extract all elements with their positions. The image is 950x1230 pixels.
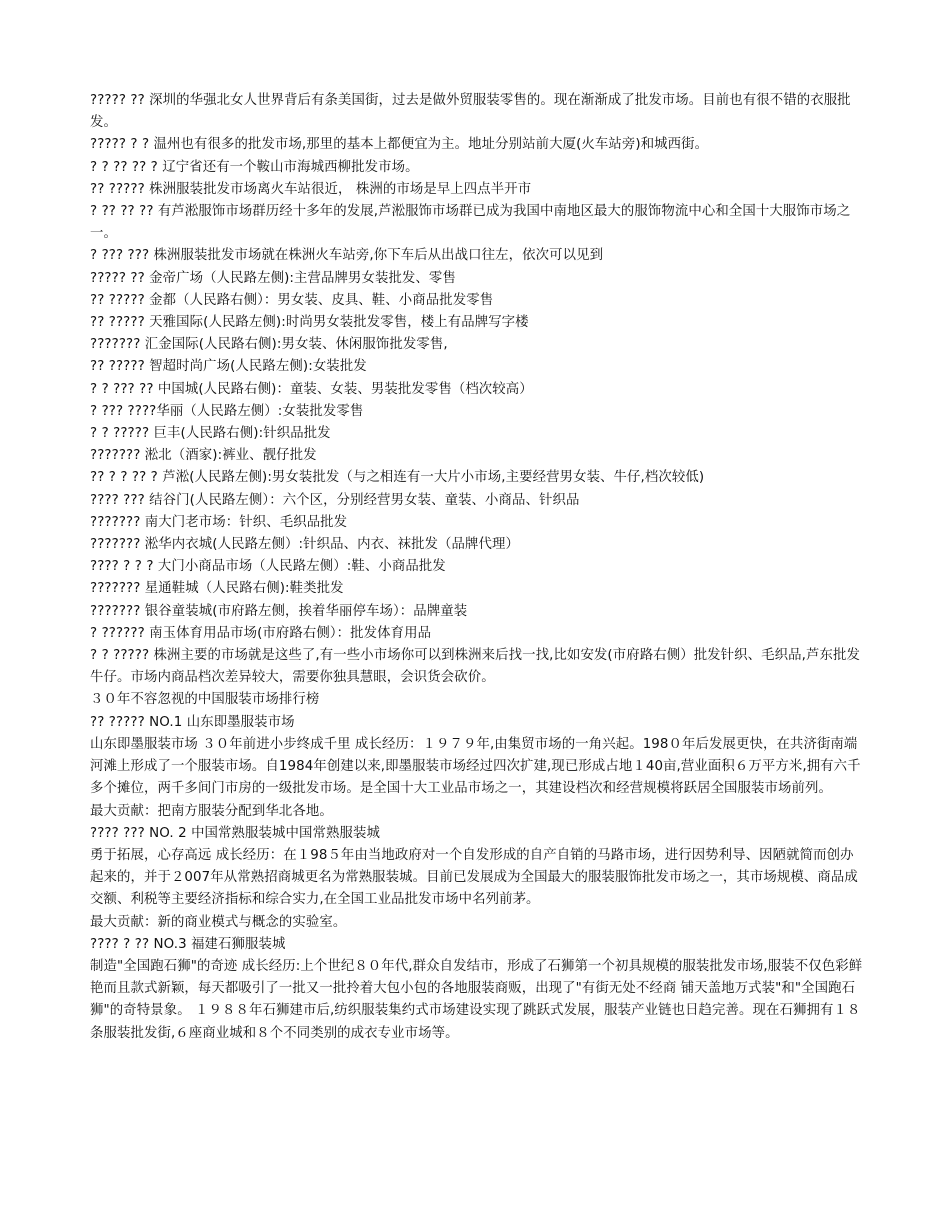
list-item-zhichao: ?? ????? 智超时尚广场(人民路左侧):女装批发 xyxy=(90,359,367,375)
heading-no2: ???? ??? NO. 2 中国常熟服装城中国常熟服装城 xyxy=(90,825,380,841)
list-item-zhongguocheng: ? ? ??? ?? 中国城(人民路右侧)：童装、女装、男装批发零售（档次较高） xyxy=(90,381,533,397)
list-item-tianya: ?? ????? 天雅国际(人民路左侧):时尚男女装批发零售，楼上有品牌写字楼 xyxy=(90,315,529,331)
list-item-jufeng: ? ? ????? 巨丰(人民路右侧):针织品批发 xyxy=(90,426,331,442)
list-item-nanyu: ? ?????? 南玉体育用品市场(市府路右侧）：批发体育用品 xyxy=(90,625,432,641)
section-heading-ranking: ３０年不容忽视的中国服装市场排行榜 xyxy=(90,692,320,708)
paragraph-zhuzhou-station: ? ??? ??? 株洲服装批发市场就在株洲火车站旁,你下车后从出战口往左，依次可以见到 xyxy=(90,248,604,264)
list-item-jindi: ????? ?? 金帝广场（人民路左侧):主营品牌男女装批发、零售 xyxy=(90,270,456,286)
paragraph-jimo-contribution: 最大贡献：把南方服装分配到华北各地。 xyxy=(90,803,333,819)
paragraph-huaqiangbei: ????? ?? 深圳的华强北女人世界背后有条美国街，过去是做外贸服装零售的。现在渐渐成了批发市场。目前也有很不错的衣服批发。 xyxy=(90,93,851,131)
paragraph-changshu-contribution: 最大贡献：新的商业模式与概念的实验室。 xyxy=(90,914,347,930)
list-item-xingtong: ??????? 星通鞋城（人民路右侧):鞋类批发 xyxy=(90,581,344,597)
list-item-songhua: ??????? 淞华内衣城(人民路左侧）:针织品、内衣、袜批发（品牌代理） xyxy=(90,537,519,553)
list-item-lusong: ?? ? ? ?? ? 芦淞(人民路左侧):男女装批发（与之相连有一大片小市场,主要经营男女装、牛仔,档次较低) xyxy=(90,470,705,486)
paragraph-wenzhou: ????? ? ? 温州也有很多的批发市场,那里的基本上都便宜为主。地址分别站前大厦(火车站旁)和城西街。 xyxy=(90,137,709,153)
paragraph-jimo: 山东即墨服装市场 ３０年前进小步终成千里 成长经历：１９７９年,由集贸市场的一角兴起。198０年后发展更快，在共济街南端河滩上形成了一个服装市场。自1984年创建以来,即墨服装市场经过四次扩建,现已形成占地１40亩,营业面积６万平方米,拥有六千多个摊位，两千多间门市房的一级批发市场。是全国十大工业品市场之一，其建设档次和经营规模将跃居全国服装市场前列。 xyxy=(90,736,861,797)
heading-no3: ???? ? ?? NO.3 福建石狮服装城 xyxy=(90,936,286,952)
paragraph-liaoning: ? ? ?? ?? ? 辽宁省还有一个鞍山市海城西柳批发市场。 xyxy=(90,159,419,175)
list-item-damen-small: ???? ? ? ? 大门小商品市场（人民路左侧）:鞋、小商品批发 xyxy=(90,559,446,575)
paragraph-lusong-group: ? ?? ?? ?? 有芦淞服饰市场群历经十多年的发展,芦淞服饰市场群已成为我国中南地区最大的服饰物流中心和全国十大服饰市场之一。 xyxy=(90,204,851,242)
paragraph-zhuzhou-intro: ?? ????? 株洲服装批发市场离火车站很近， 株洲的市场是早上四点半开市 xyxy=(90,181,532,197)
list-item-huijin: ??????? 汇金国际(人民路右侧):男女装、休闲服饰批发零售, xyxy=(90,337,448,353)
list-item-yingu: ??????? 银谷童装城(市府路左侧，挨着华丽停车场）：品牌童装 xyxy=(90,603,468,619)
paragraph-shishi: 制造"全国跑石狮"的奇迹 成长经历:上个世纪８０年代,群众自发结市，形成了石狮第一个初具规模的服装批发市场,服装不仅色彩鲜艳而且款式新颖，每天都吸引了一批又一批拎着大包小包的各地服装商贩，出现了"有街无处不经商 铺天盖地万式装"和"全国跑石狮"的奇特景象。 １９８８年石狮建市后,纺织服装集约式市场建设实现了跳跃式发展，服装产业链也日趋完善。现在石狮拥有１８条服装批发街,６座商业城和８个不同类别的成衣专业市场等。 xyxy=(90,958,863,1041)
list-item-songbei: ??????? 淞北（酒家):裤业、靓仔批发 xyxy=(90,448,317,464)
document-body xyxy=(90,90,865,1045)
heading-no1: ?? ????? NO.1 山东即墨服装市场 xyxy=(90,714,295,730)
list-item-nandamen: ??????? 南大门老市场：针织、毛织品批发 xyxy=(90,514,348,530)
paragraph-changshu: 勇于拓展，心存高远 成长经历：在１98５年由当地政府对一个自发形成的自产自销的马路市场，进行因势利导、因陋就简而创办起来的，并于２007年从常熟招商城更名为常熟服装城。目前已发展成为全国最大的服装服饰批发市场之一，其市场规模、商品成交额、利税等主要经济指标和综合实力,在全国工业品批发市场中名列前茅。 xyxy=(90,847,858,908)
list-item-jiegumen: ???? ??? 结谷门(人民路左侧）：六个区，分别经营男女装、童装、小商品、针织品 xyxy=(90,492,580,508)
paragraph-zhuzhou-summary: ? ? ????? 株洲主要的市场就是这些了,有一些小市场你可以到株洲来后找一找,比如安发(市府路右侧）批发针织、毛织品,芦东批发牛仔。市场内商品档次差异较大，需要你独具慧眼，会识货会砍价。 xyxy=(90,648,860,686)
list-item-huali: ? ??? ????华丽（人民路左侧）:女装批发零售 xyxy=(90,403,364,419)
list-item-jindu: ?? ????? 金都（人民路右侧）：男女装、皮具、鞋、小商品批发零售 xyxy=(90,292,494,308)
